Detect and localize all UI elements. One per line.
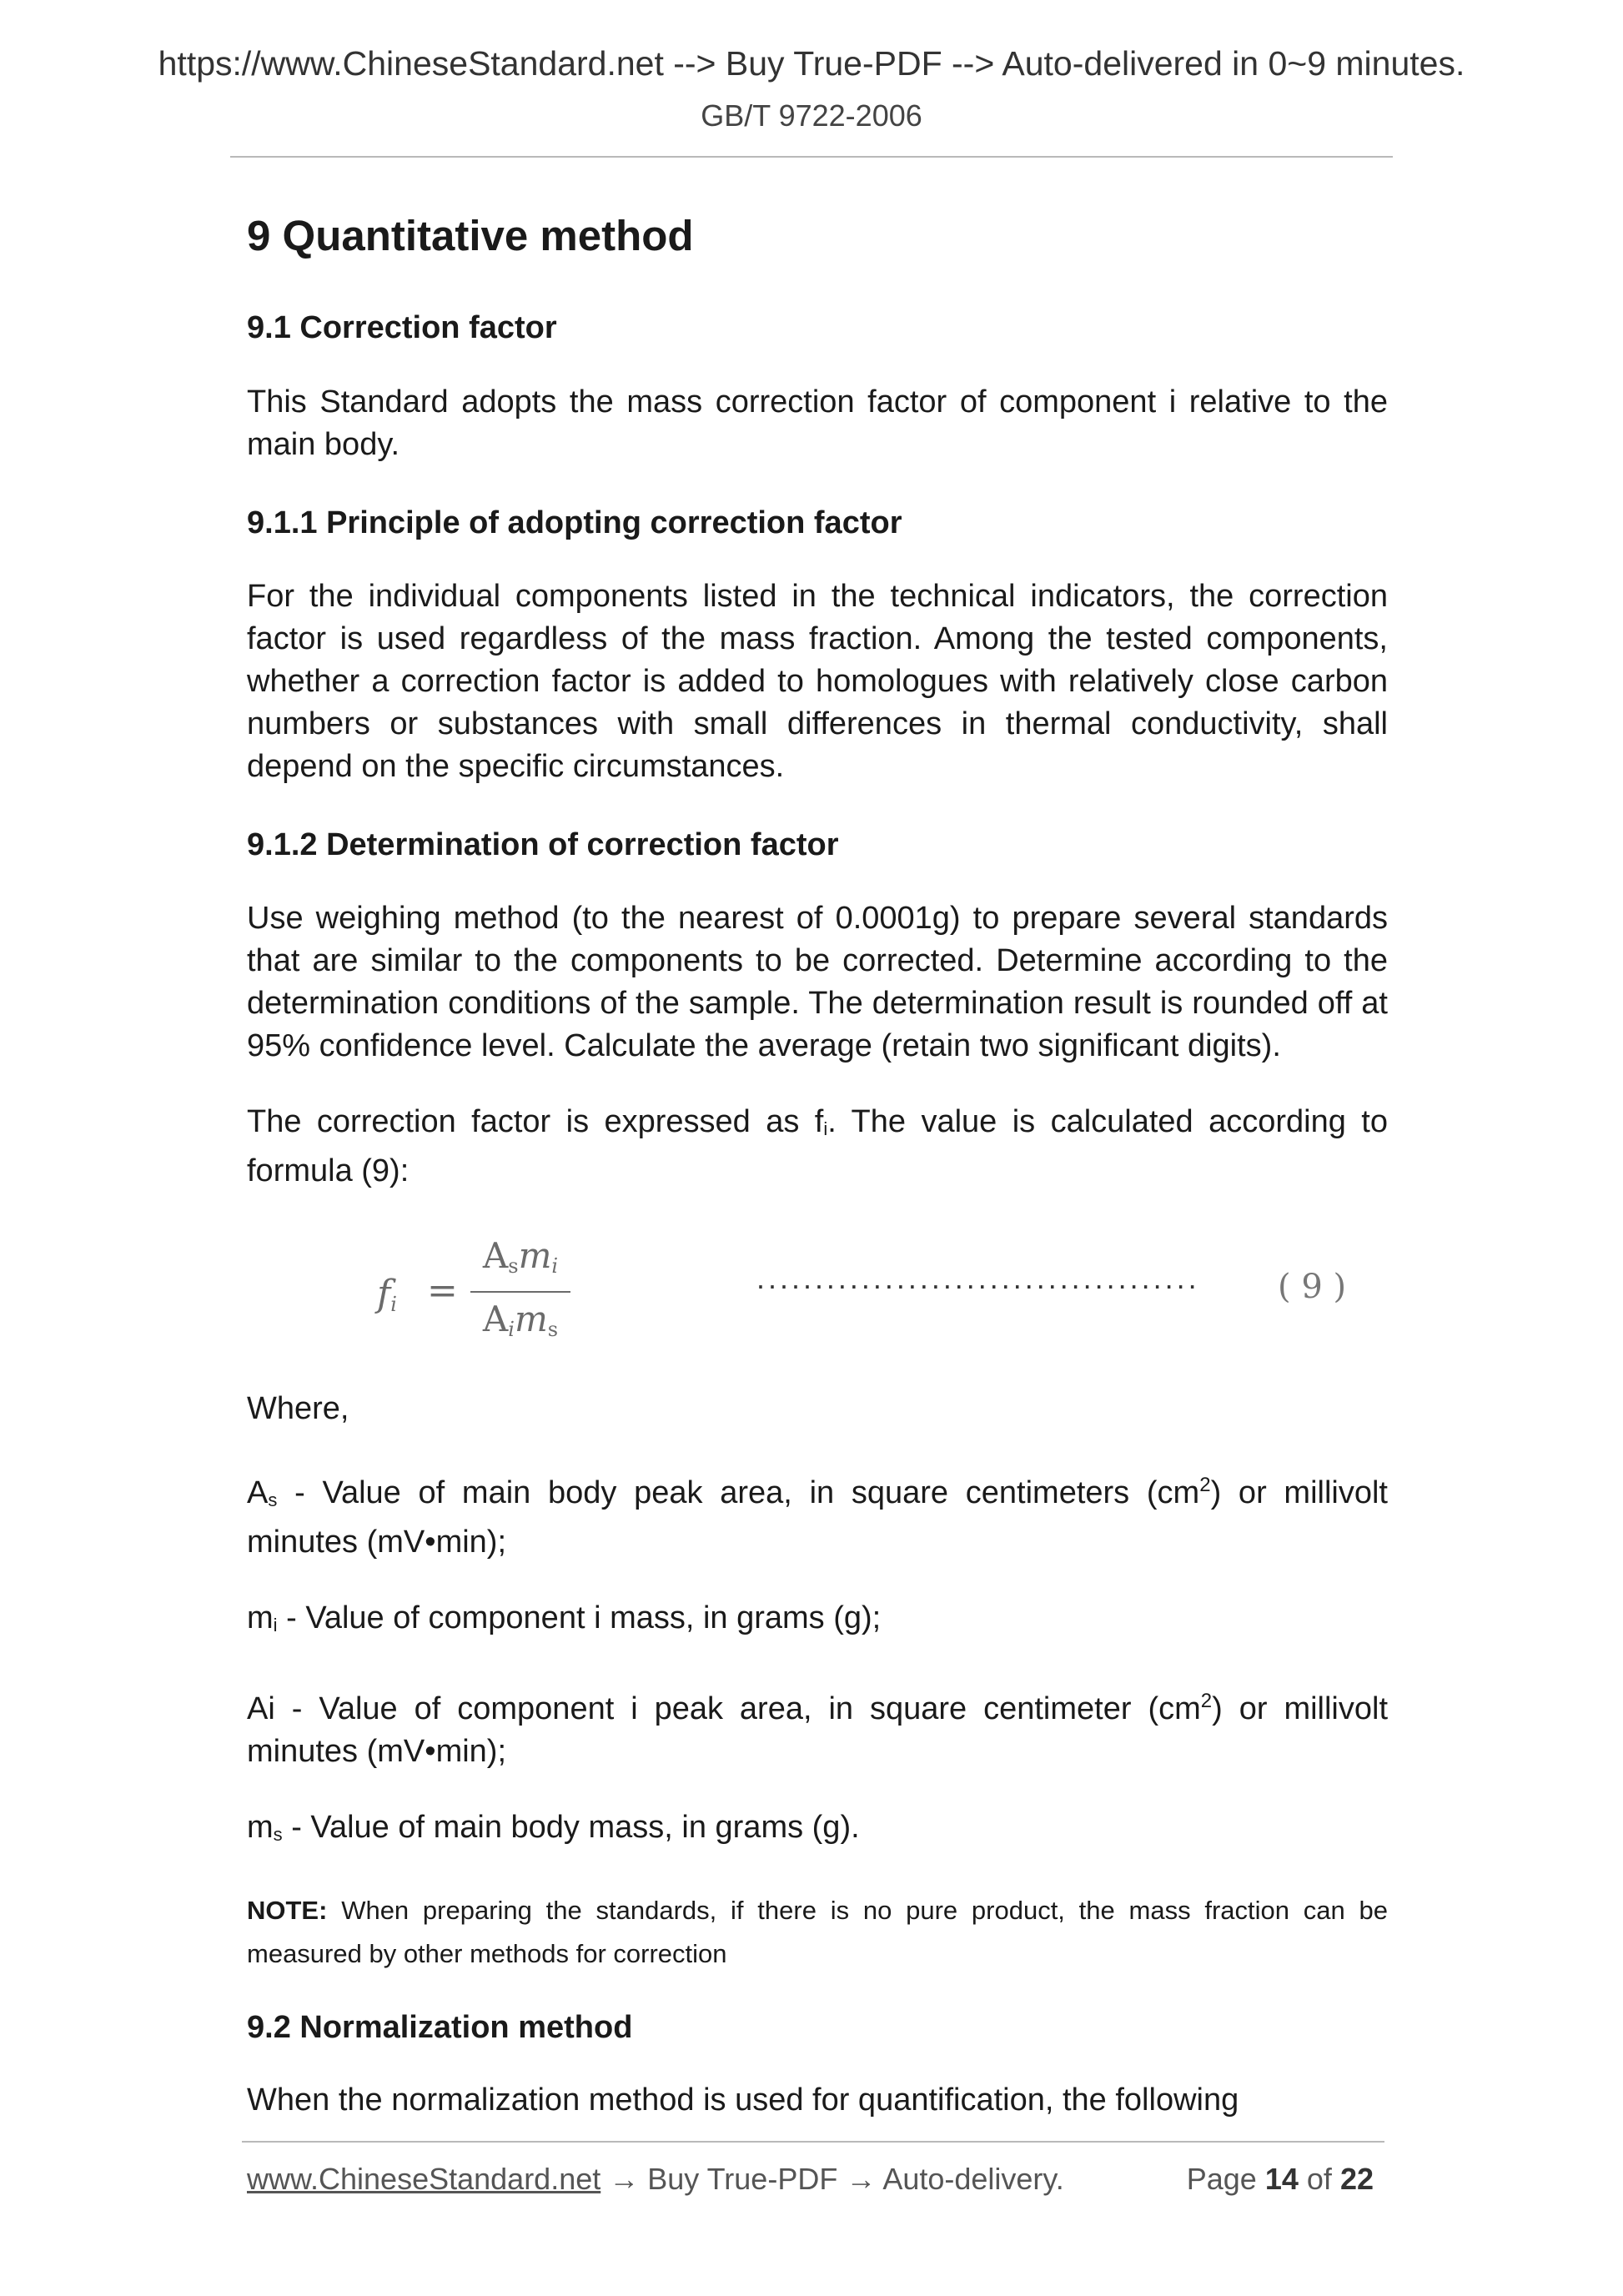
section-heading-9-1-2: 9.1.2 Determination of correction factor bbox=[247, 826, 839, 862]
den-m-sub: s bbox=[547, 1318, 559, 1342]
definition-As bbox=[247, 1464, 1388, 1564]
paragraph-9-2: When the normalization method is used for quantification, the following bbox=[247, 2082, 1239, 2118]
section-heading-9: 9 Quantitative method bbox=[247, 212, 694, 259]
def-as-sup: 2 bbox=[1199, 1474, 1211, 1497]
def-ms-text: - Value of main body mass, in grams (g). bbox=[282, 1810, 860, 1846]
section-heading-9-1-1: 9.1.1 Principle of adopting correction factor bbox=[247, 505, 902, 540]
page-current: 14 bbox=[1264, 2162, 1299, 2196]
section-heading-9-1: 9.1 Correction factor bbox=[247, 310, 557, 346]
definition-Ai bbox=[247, 1680, 1388, 1773]
formula-lhs bbox=[377, 1273, 397, 1316]
formula-lhs-symbol: f bbox=[377, 1273, 391, 1316]
def-as-text-post: ) or millivolt minutes (mV•min); bbox=[247, 1475, 1388, 1560]
page-body bbox=[247, 197, 1388, 2122]
formula-leader-dots: ······································ bbox=[756, 1268, 1199, 1303]
formula-numerator bbox=[470, 1233, 570, 1289]
page-total: 22 bbox=[1339, 2162, 1374, 2196]
formula-denominator bbox=[470, 1296, 570, 1353]
den-a-sub: i bbox=[508, 1318, 515, 1342]
def-mi-sub: i bbox=[273, 1615, 278, 1636]
def-ai-text-post: ) or millivolt minutes (mV•min); bbox=[247, 1691, 1388, 1770]
def-as-text-pre: - Value of main body peak area, in square centimeters (cm bbox=[277, 1475, 1200, 1511]
definition-ms bbox=[247, 1806, 1388, 1856]
def-ms-symbol: m bbox=[247, 1810, 274, 1846]
formula-fraction bbox=[470, 1233, 570, 1353]
paragraph-9-1-1: For the individual components listed in the technical indicators, the correction factor is used regardless of the mass fraction. Among the tested components, whether a correction factor is added to homologues with relatively close carbon numbers or substances with small differences in thermal conductivity, shall depend on the specific circumstances. bbox=[247, 578, 1388, 784]
formula-equals: = bbox=[427, 1269, 458, 1313]
def-mi-text: - Value of component i mass, in grams (g); bbox=[277, 1600, 882, 1636]
fraction-bar bbox=[470, 1291, 570, 1293]
num-m-sub: i bbox=[551, 1254, 559, 1279]
page-label: Page bbox=[1186, 2162, 1257, 2196]
expr-sub: i bbox=[823, 1118, 828, 1140]
header-divider bbox=[230, 156, 1393, 158]
where-label: Where, bbox=[247, 1391, 349, 1427]
formula-lhs-sub: i bbox=[390, 1293, 397, 1317]
footer-tail-text: → Buy True-PDF → Auto-delivery. bbox=[600, 2162, 1064, 2196]
num-a-sub: s bbox=[508, 1254, 519, 1279]
page-number bbox=[1187, 2162, 1374, 2197]
paragraph-9-1-2: Use weighing method (to the nearest of 0.0001g) to prepare several standards that are similar to the components to be corrected. Determine according to the determination conditions of the sample. The determination result is rounded off at 95% confidence level. Calculate the average (retain two significant digits). bbox=[247, 901, 1388, 1064]
num-a: A bbox=[482, 1235, 509, 1277]
footer-divider bbox=[242, 2141, 1384, 2143]
def-mi-symbol: m bbox=[247, 1600, 274, 1636]
def-ai-symbol: Ai bbox=[247, 1691, 275, 1727]
paragraph-9-1: This Standard adopts the mass correction factor of component i relative to the main body. bbox=[247, 384, 1388, 462]
document-code: GB/T 9722-2006 bbox=[701, 98, 922, 133]
footer-site-link[interactable]: www.ChineseStandard.net bbox=[247, 2162, 601, 2196]
formula-number: ( 9 ) bbox=[1278, 1268, 1347, 1307]
def-ai-sup: 2 bbox=[1200, 1690, 1213, 1713]
den-m: m bbox=[514, 1299, 548, 1340]
section-heading-9-2: 9.2 Normalization method bbox=[247, 2010, 633, 2046]
def-as-sub: s bbox=[268, 1490, 278, 1511]
expr-post: . The value is calculated according to formula (9): bbox=[247, 1104, 1388, 1189]
note-block bbox=[247, 1889, 1388, 1976]
expr-pre: The correction factor is expressed as f bbox=[247, 1104, 824, 1140]
header-url-line: https://www.ChineseStandard.net --> Buy True-PDF --> Auto-delivered in 0~9 minutes. bbox=[158, 44, 1465, 83]
den-a: A bbox=[482, 1299, 509, 1340]
num-m: m bbox=[518, 1235, 552, 1277]
page-footer bbox=[247, 2162, 1388, 2197]
note-text: When preparing the standards, if there is no pure product, the mass fraction can be measured by other methods for correction bbox=[247, 1896, 1388, 1969]
def-as-symbol: A bbox=[247, 1475, 269, 1511]
note-label: NOTE: bbox=[247, 1896, 328, 1926]
def-ms-sub: s bbox=[273, 1824, 283, 1846]
page-of: of bbox=[1306, 2162, 1332, 2196]
formula-9 bbox=[247, 1233, 1388, 1358]
paragraph-correction-expression bbox=[247, 1101, 1388, 1193]
def-ai-text-pre: - Value of component i peak area, in square centimeter (cm bbox=[274, 1691, 1201, 1727]
definition-mi bbox=[247, 1597, 1388, 1646]
